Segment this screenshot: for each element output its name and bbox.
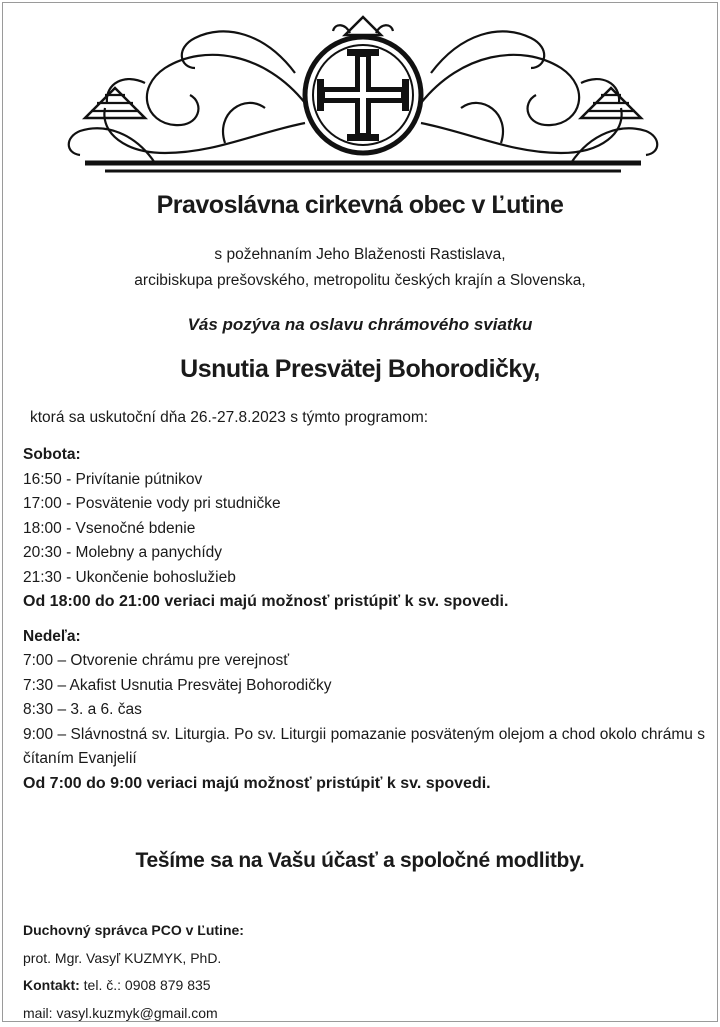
schedule-item: 7:00 – Otvorenie chrámu pre verejnosť	[23, 649, 705, 674]
contact-phone-label: Kontakt:	[23, 977, 80, 993]
contact-phone: tel. č.: 0908 879 835	[84, 977, 211, 993]
closing-message: Tešíme sa na Vašu účasť a spoločné modlitby.	[3, 849, 717, 873]
contact-role: Duchovný správca PCO v Ľutine:	[23, 917, 244, 945]
contact-email: mail: vasyl.kuzmyk@gmail.com	[23, 1000, 244, 1027]
saturday-heading: Sobota:	[23, 443, 705, 468]
blessing-line-1: s požehnaním Jeho Blaženosti Rastislava,	[3, 242, 717, 268]
program-intro: ktorá sa uskutoční dňa 26.-27.8.2023 s týmto programom:	[30, 409, 428, 427]
invitation-line: Vás pozýva na oslavu chrámového sviatku	[3, 315, 717, 335]
blessing-text	[3, 242, 717, 294]
schedule-item: 7:30 – Akafist Usnutia Presvätej Bohorodičky	[23, 674, 705, 699]
program-schedule	[23, 443, 705, 796]
schedule-item: 21:30 - Ukončenie bohoslužieb	[23, 566, 705, 591]
contact-block	[23, 917, 244, 1027]
contact-phone-row	[23, 972, 244, 1000]
invitation-page	[2, 2, 718, 1022]
contact-name: prot. Mgr. Vasyľ KUZMYK, PhD.	[23, 945, 244, 973]
sunday-confession-note: Od 7:00 do 9:00 veriaci majú možnosť pristúpiť k sv. spovedi.	[23, 772, 705, 797]
schedule-item: 17:00 - Posvätenie vody pri studničke	[23, 492, 705, 517]
saturday-confession-note: Od 18:00 do 21:00 veriaci majú možnosť pristúpiť k sv. spovedi.	[23, 590, 705, 615]
blessing-line-2: arcibiskupa prešovského, metropolitu českých krajín a Slovenska,	[3, 268, 717, 294]
schedule-item: 8:30 – 3. a 6. čas	[23, 698, 705, 723]
ornamental-cross-header-image	[45, 13, 681, 175]
feast-name: Usnutia Presvätej Bohorodičky,	[3, 355, 717, 384]
schedule-item: 20:30 - Molebny a panychídy	[23, 541, 705, 566]
schedule-item: 9:00 – Slávnostná sv. Liturgia. Po sv. Liturgii pomazanie posväteným olejom a chod okolo chrámu s čítaním Evanjelií	[23, 723, 705, 772]
sunday-heading: Nedeľa:	[23, 625, 705, 650]
parish-title: Pravoslávna cirkevná obec v Ľutine	[3, 191, 717, 220]
schedule-item: 16:50 - Privítanie pútnikov	[23, 468, 705, 493]
schedule-item: 18:00 - Vsenočné bdenie	[23, 517, 705, 542]
